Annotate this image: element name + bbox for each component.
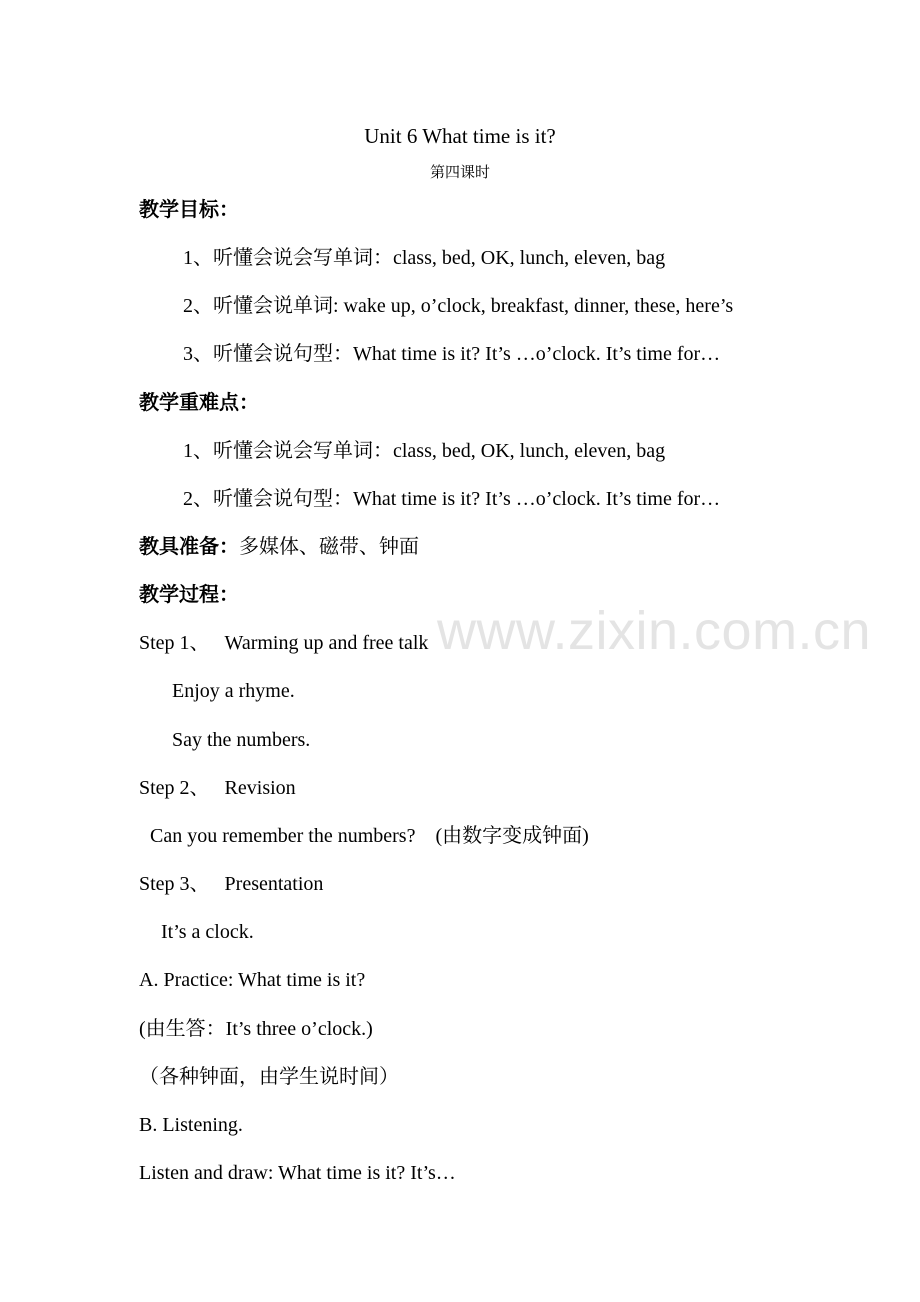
objectives-heading: 教学目标： [139, 199, 239, 221]
step-3-title: Step 3、 Presentation [139, 873, 324, 895]
practice-answer: (由生答：It’s three o’clock.) [139, 1018, 373, 1040]
objective-item: 1、听懂会说会写单词：class, bed, OK, lunch, eleven, bag [183, 247, 666, 269]
objective-item: 2、听懂会说单词: wake up, o’clock, breakfast, dinner, these, here’s [183, 295, 734, 317]
key-point-item: 1、听懂会说会写单词：class, bed, OK, lunch, eleven, bag [183, 440, 666, 462]
process-heading: 教学过程： [139, 584, 239, 606]
step-2-title: Step 2、 Revision [139, 777, 296, 799]
doc-subtitle: 第四课时 [429, 165, 490, 181]
watermark: www.zixin.com.cn [437, 601, 872, 661]
step-1-item: Say the numbers. [172, 729, 311, 751]
listening-heading: B. Listening. [139, 1114, 243, 1136]
step-1-item: Enjoy a rhyme. [172, 680, 295, 702]
practice-heading: A. Practice: What time is it? [139, 969, 366, 991]
key-point-item: 2、听懂会说句型：What time is it? It’s …o’clock. It’s time for… [183, 488, 721, 510]
materials-label: 教具准备： [139, 536, 239, 558]
key-points-heading: 教学重难点： [139, 392, 259, 414]
step-1-title: Step 1、 Warming up and free talk [139, 632, 429, 654]
listening-text: Listen and draw: What time is it? It’s… [139, 1162, 456, 1184]
materials-line [139, 535, 419, 559]
step-2-text: Can you remember the numbers? (由数字变成钟面) [150, 825, 589, 847]
materials-value: 多媒体、磁带、钟面 [239, 536, 419, 558]
objective-item: 3、听懂会说句型：What time is it? It’s …o’clock. It’s time for… [183, 343, 721, 365]
step-3-text: It’s a clock. [161, 921, 254, 943]
practice-note: （各种钟面，由学生说时间） [139, 1066, 399, 1088]
doc-title: Unit 6 What time is it? [364, 124, 556, 148]
